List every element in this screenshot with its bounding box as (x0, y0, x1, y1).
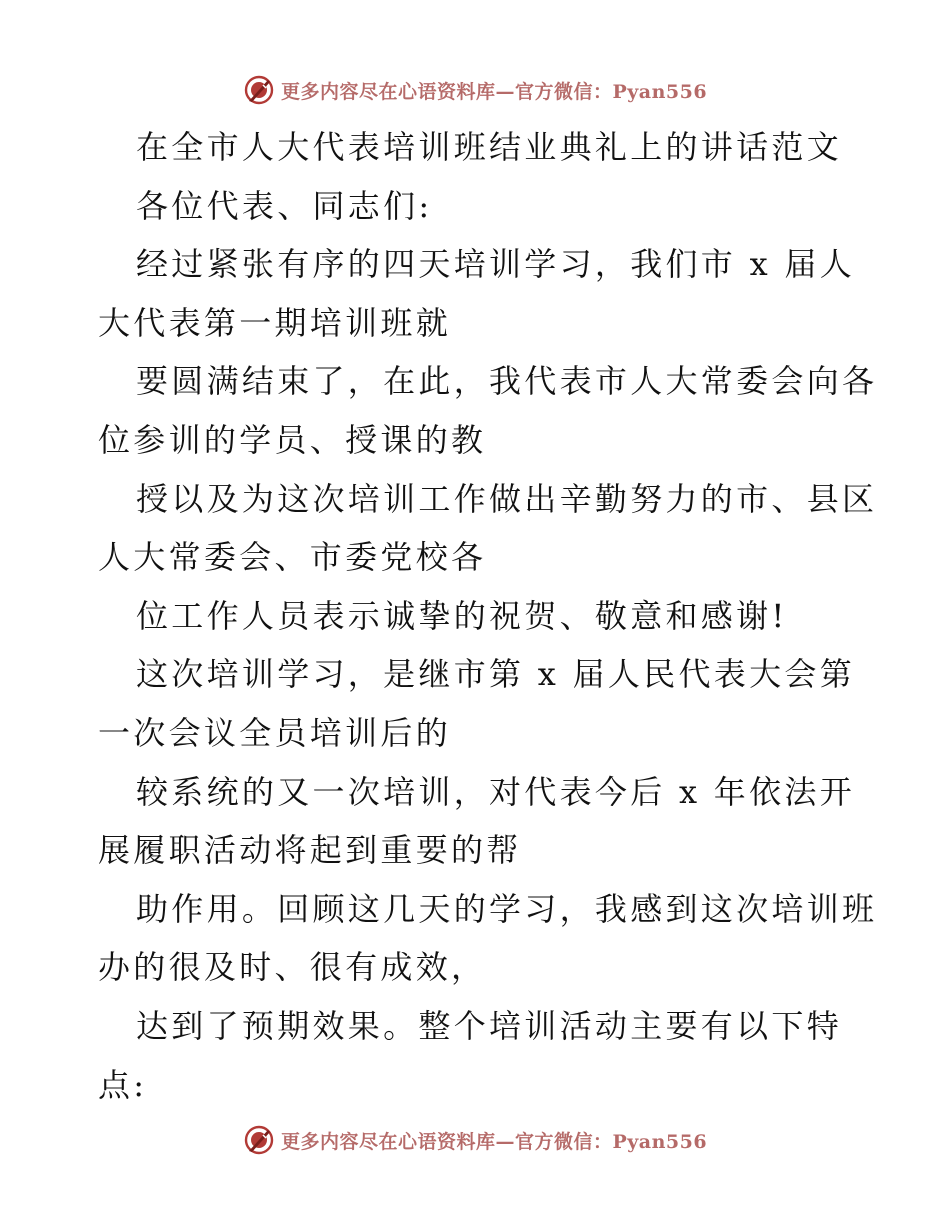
paragraph-line: 授以及为这次培训工作做出辛勤努力的市、县区 (136, 479, 878, 518)
paragraph-line: 点: (98, 1065, 148, 1104)
footer-banner (0, 1120, 950, 1160)
header-banner-text: 更多内容尽在心语资料库—官方微信：Pyan556 (280, 80, 708, 103)
paragraph-line: 一次会议全员培训后的 (98, 713, 452, 752)
quill-seal-logo-icon (243, 74, 275, 106)
salutation: 各位代表、同志们: (136, 186, 433, 225)
paragraph-line: 人大常委会、市委党校各 (98, 538, 487, 577)
paragraph-line: 位工作人员表示诚挚的祝贺、敬意和感谢! (136, 596, 788, 635)
paragraph-line: 要圆满结束了，在此，我代表市人大常委会向各 (136, 362, 878, 401)
paragraph-line: 大代表第一期培训班就 (98, 303, 452, 342)
quill-seal-logo-icon (243, 1124, 275, 1156)
paragraph-line: 办的很及时、很有成效， (98, 948, 487, 987)
header-banner (0, 70, 950, 110)
paragraph-line: 位参训的学员、授课的教 (98, 420, 487, 459)
paragraph-line: 这次培训学习，是继市第 x 届人民代表大会第 (136, 655, 855, 694)
paragraph-line: 较系统的又一次培训，对代表今后 x 年依法开 (136, 772, 855, 811)
document-title: 在全市人大代表培训班结业典礼上的讲话范文 (136, 128, 843, 166)
footer-banner-text: 更多内容尽在心语资料库—官方微信：Pyan556 (280, 1130, 708, 1153)
document-body (98, 118, 878, 1114)
paragraph-line: 展履职活动将起到重要的帮 (98, 831, 522, 870)
paragraph-line: 助作用。回顾这几天的学习，我感到这次培训班 (136, 889, 878, 928)
paragraph-line: 达到了预期效果。整个培训活动主要有以下特 (136, 1006, 843, 1045)
paragraph-line: 经过紧张有序的四天培训学习，我们市 x 届人 (136, 245, 855, 284)
